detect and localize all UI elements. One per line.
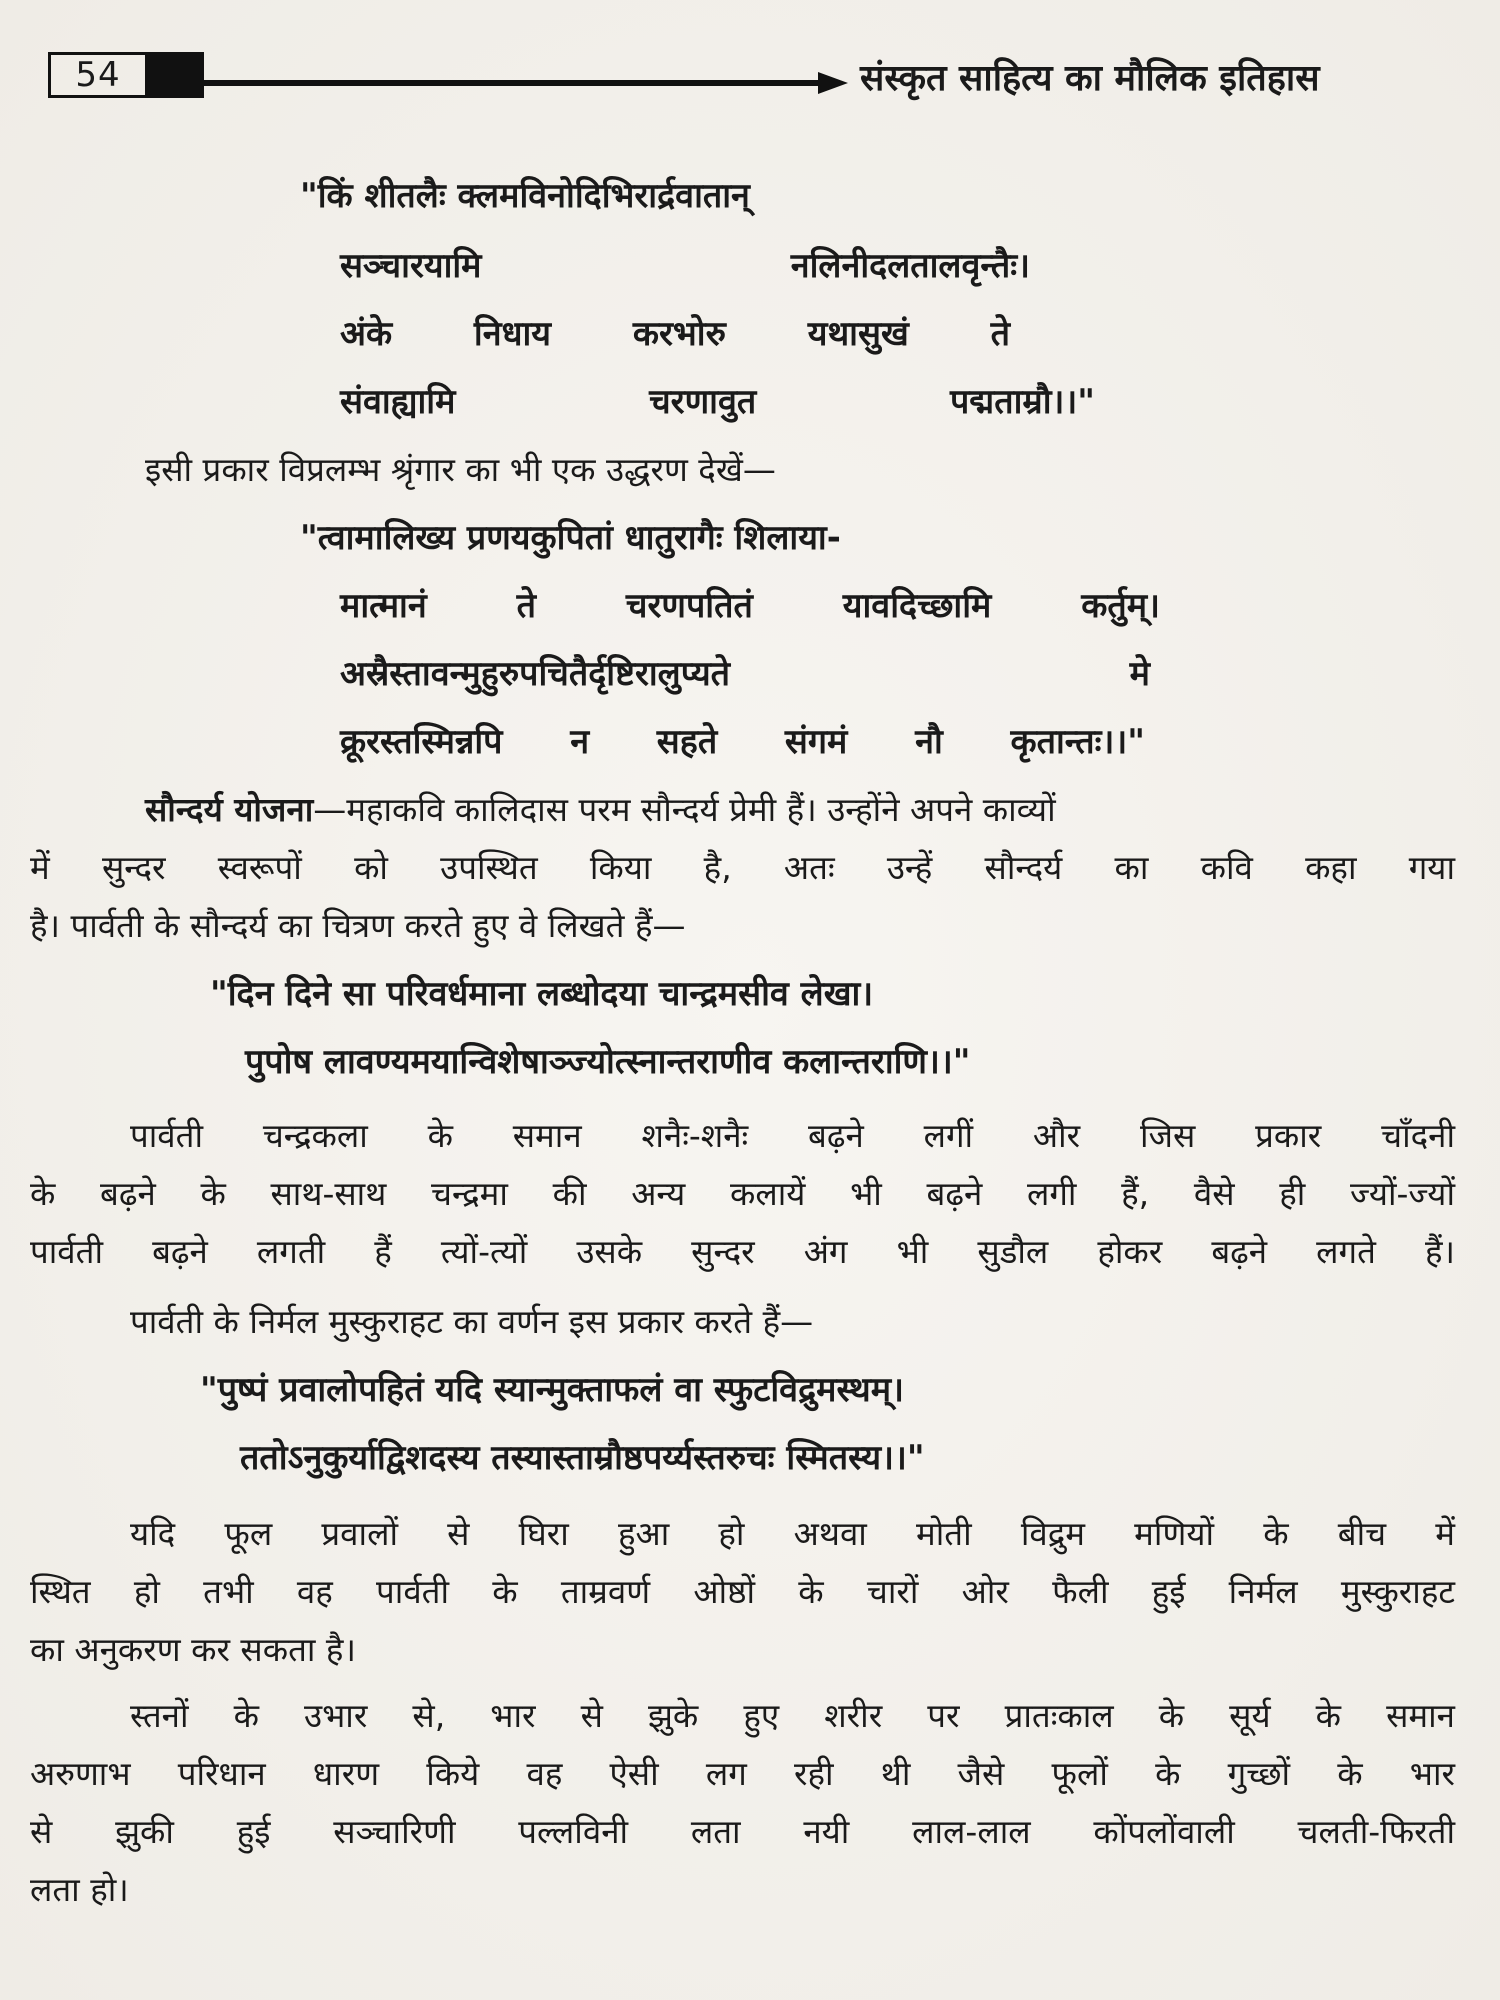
verse1-line1: "किं शीतलैः क्लमविनोदिभिरार्द्रवातान् [300, 176, 750, 216]
verse1-line4: संवाह्यामि चरणावुत पद्मताम्रौ।।" [340, 382, 1095, 422]
paragraph-4-line2: अरुणाभ परिधान धारण किये वह ऐसी लग रही थी जैसे फूलों के गुच्छों के भार [30, 1754, 1455, 1793]
paragraph-3-line2: स्थित हो तभी वह पार्वती के ताम्रवर्ण ओष्ठों के चारों ओर फैली हुई निर्मल मुस्कुराहट [30, 1572, 1455, 1611]
page-number-tab [148, 52, 204, 98]
verse1-line2: सञ्चारयामि नलिनीदलतालवृन्तैः। [340, 246, 1030, 286]
paragraph-4-line3: से झुकी हुई सञ्चारिणी पल्लविनी लता नयी लाल-लाल कोंपलोंवाली चलती-फिरती [30, 1812, 1455, 1851]
paragraph-2-line3: पार्वती बढ़ने लगती हैं त्यों-त्यों उसके सुन्दर अंग भी सुडौल होकर बढ़ने लगते हैं। [30, 1232, 1455, 1271]
paragraph-2-line1: पार्वती चन्द्रकला के समान शनैः-शनैः बढ़ने लगीं और जिस प्रकार चाँदनी [130, 1116, 1455, 1155]
verse2-line3: अस्रैस्तावन्मुहुरुपचितैर्दृष्टिरालुप्यते मे [340, 654, 1150, 694]
intro-paragraph-2: इसी प्रकार विप्रलम्भ श्रृंगार का भी एक उद्धरण देखें— [145, 450, 776, 489]
paragraph-4-line4: लता हो। [30, 1870, 129, 1909]
intro-paragraph-4: पार्वती के निर्मल मुस्कुराहट का वर्णन इस प्रकार करते हैं— [130, 1302, 814, 1341]
paragraph-1-line2: में सुन्दर स्वरूपों को उपस्थित किया है, अतः उन्हें सौन्दर्य का कवि कहा गया [30, 848, 1455, 887]
verse2-line1: "त्वामालिख्य प्रणयकुपितां धातुरागैः शिलाया- [300, 518, 841, 558]
verse4-line2: ततोऽनुकुर्याद्विशदस्य तस्यास्ताम्रौष्ठपर्य्यस्तरुचः स्मितस्य।।" [240, 1438, 925, 1478]
arrow-right-icon [818, 72, 848, 94]
verse1-line3: अंके निधाय करभोरु यथासुखं ते [340, 314, 1010, 354]
verse3-line1: "दिन दिने सा परिवर्धमाना लब्धोदया चान्द्रमसीव लेखा। [210, 974, 874, 1014]
paragraph-1-text: —महाकवि कालिदास परम सौन्दर्य प्रेमी हैं। उन्होंने अपने काव्यों [313, 790, 1056, 829]
paragraph-1-line3: है। पार्वती के सौन्दर्य का चित्रण करते हुए वे लिखते हैं— [30, 906, 686, 945]
verse2-line4: क्रूरस्तस्मिन्नपि न सहते संगमं नौ कृतान्तः।।" [340, 722, 1145, 762]
running-title: संस्कृत साहित्य का मौलिक इतिहास [860, 58, 1320, 99]
paragraph-3-line1: यदि फूल प्रवालों से घिरा हुआ हो अथवा मोती विद्रुम मणियों के बीच में [130, 1514, 1455, 1553]
header-rule [204, 80, 820, 86]
verse3-line2: पुपोष लावण्यमयान्विशेषाञ्ज्योत्स्नान्तराणीव कलान्तराणि।।" [245, 1042, 971, 1082]
page-header [48, 52, 1468, 112]
paragraph-2-line2: के बढ़ने के साथ-साथ चन्द्रमा की अन्य कलायें भी बढ़ने लगी हैं, वैसे ही ज्यों-ज्यों [30, 1174, 1455, 1213]
verse4-line1: "पुष्पं प्रवालोपहितं यदि स्यान्मुक्ताफलं वा स्फुटविद्रुमस्थम्। [200, 1370, 904, 1410]
page-number: 54 [48, 52, 148, 98]
paragraph-3-line3: का अनुकरण कर सकता है। [30, 1630, 356, 1669]
section-heading: सौन्दर्य योजना [145, 790, 314, 829]
verse2-line2: मात्मानं ते चरणपतितं यावदिच्छामि कर्तुम्। [340, 586, 1160, 626]
paragraph-1-line1 [145, 784, 1455, 836]
paragraph-4-line1: स्तनों के उभार से, भार से झुके हुए शरीर पर प्रातःकाल के सूर्य के समान [130, 1696, 1455, 1735]
